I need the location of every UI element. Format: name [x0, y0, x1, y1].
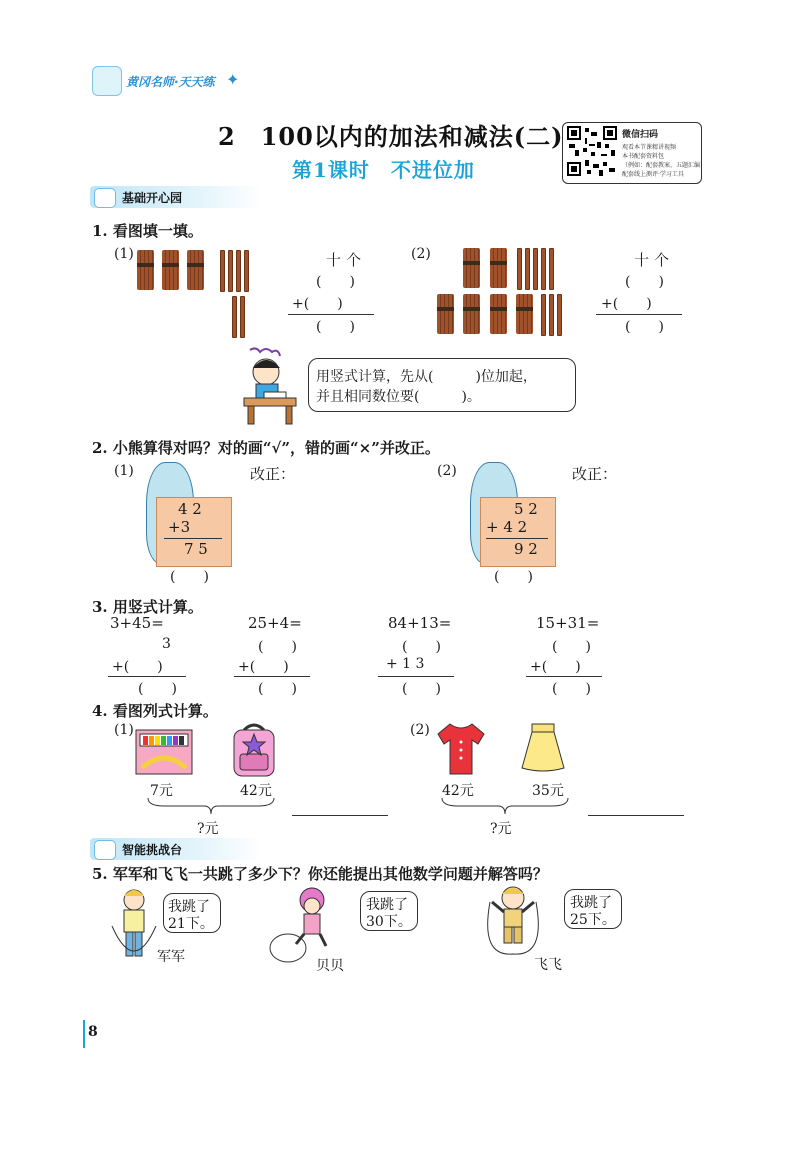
stick [541, 294, 546, 336]
calc-add: + 4 2 [486, 518, 528, 536]
part-label: (2) [410, 722, 430, 738]
answer-blank[interactable]: ( ) [625, 319, 664, 335]
student-illustration [236, 346, 306, 426]
tens-label: 十 [326, 251, 342, 269]
backpack-icon [230, 720, 278, 778]
child-name: 贝贝 [316, 958, 344, 974]
expression: 3+45= [110, 614, 164, 632]
speech-line: 并且相同数位要( )。 [316, 389, 481, 405]
ten-stick-bundle [162, 250, 179, 290]
sum-line [526, 676, 602, 677]
sum-line [486, 538, 548, 539]
dress-icon [436, 722, 486, 778]
calc-add: +3 [168, 518, 191, 536]
star-icon: ✦ [226, 70, 240, 89]
stick [240, 296, 245, 338]
correction-label: 改正： [572, 465, 618, 483]
sum-line [234, 676, 310, 677]
child-jumping-rope-illustration [104, 886, 164, 966]
calc-result: 7 5 [184, 540, 208, 558]
vertical-add: + 1 3 [386, 656, 425, 672]
calc-top: 4 2 [178, 500, 202, 518]
ones-label: 个 [654, 251, 670, 269]
child-name: 军军 [157, 949, 185, 965]
price-label: 7元 [150, 783, 173, 799]
sum-line [596, 314, 682, 315]
calc-top: 5 2 [514, 500, 538, 518]
page-title: 2 100以内的加法和减法(二) [218, 122, 564, 151]
question-5-label: 5. 军军和飞飞一共跳了多少下？你还能提出其他数学问题并解答吗？ [92, 865, 548, 883]
judge-blank[interactable]: ( ) [170, 569, 209, 585]
answer-blank[interactable]: ( ) [258, 639, 297, 655]
part-label: (2) [411, 246, 431, 262]
section-title: 智能挑战台 [122, 842, 183, 857]
sum-line [288, 314, 374, 315]
speech-line: 25下。 [570, 912, 616, 928]
total-label: ?元 [197, 821, 219, 837]
stick [244, 250, 249, 292]
expression: 84+13= [388, 614, 452, 632]
answer-blank[interactable]: ( ) [138, 681, 177, 697]
part-label: (1) [114, 722, 134, 738]
answer-blank[interactable]: +( ) [238, 659, 289, 675]
answer-blank[interactable]: ( ) [316, 274, 355, 290]
vertical-top: 3 [162, 636, 171, 652]
answer-blank[interactable]: +( ) [112, 659, 163, 675]
answer-blank[interactable]: ( ) [552, 681, 591, 697]
child-name: 飞飞 [534, 957, 562, 973]
qr-title: 微信扫码 [622, 130, 659, 140]
bear-icon [94, 188, 116, 208]
lesson-subtitle: 第1课时 不进位加 [292, 158, 475, 182]
answer-blank[interactable]: +( ) [292, 296, 343, 312]
stick [517, 248, 522, 290]
stick [220, 250, 225, 292]
qr-line: 配套线上测评·学习工具 [622, 171, 684, 178]
price-label: 42元 [442, 783, 474, 799]
ten-stick-bundle [516, 294, 533, 334]
qr-line: 观看本节课精讲视频 [622, 144, 677, 151]
part-label: (1) [114, 463, 134, 479]
ten-stick-bundle [490, 248, 507, 288]
question-1-label: 1. 看图填一填。 [92, 222, 203, 240]
price-label: 35元 [532, 783, 564, 799]
sum-line [164, 538, 222, 539]
answer-blank[interactable]: ( ) [552, 639, 591, 655]
qr-line: （例如：配套教案、五题汇编） [622, 162, 707, 169]
ten-stick-bundle [187, 250, 204, 290]
ten-stick-bundle [463, 294, 480, 334]
speech-line: 我跳了 [168, 899, 210, 915]
part-label: (2) [437, 463, 457, 479]
tens-label: 十 [634, 251, 650, 269]
part-label: (1) [114, 246, 134, 262]
judge-blank[interactable]: ( ) [494, 569, 533, 585]
question-2-label: 2. 小熊算得对吗？对的画“√”，错的画“×”并改正。 [92, 439, 440, 457]
sum-line [108, 676, 186, 677]
answer-blank[interactable]: ( ) [316, 319, 355, 335]
calc-result: 9 2 [514, 540, 538, 558]
answer-blank[interactable]: ( ) [625, 274, 664, 290]
brand-bear-icon [92, 66, 122, 96]
stick [549, 294, 554, 336]
section-badge-basic [90, 186, 262, 208]
speech-line: 30下。 [366, 914, 412, 930]
stick [232, 296, 237, 338]
qr-code-icon[interactable] [567, 126, 617, 176]
correction-label: 改正： [250, 465, 296, 483]
stick [525, 248, 530, 290]
answer-blank[interactable]: +( ) [601, 296, 652, 312]
expression: 25+4= [248, 614, 302, 632]
section-badge-challenge [90, 838, 262, 860]
sum-line [378, 676, 454, 677]
speech-line: 我跳了 [366, 897, 408, 913]
crayon-box-icon [134, 728, 194, 776]
brand-text: 黄冈名师·天天练 [126, 75, 215, 89]
stick [541, 248, 546, 290]
answer-blank[interactable]: +( ) [530, 659, 581, 675]
answer-line[interactable] [292, 815, 388, 816]
brace-icon [440, 796, 570, 818]
stick [236, 250, 241, 292]
qr-line: 本书配套资料包 [622, 153, 665, 160]
expression: 15+31= [536, 614, 600, 632]
brace-icon [146, 796, 276, 818]
stick [533, 248, 538, 290]
child-jumping-rope-illustration [478, 882, 548, 958]
ten-stick-bundle [137, 250, 154, 290]
ten-stick-bundle [463, 248, 480, 288]
skirt-icon [520, 722, 566, 772]
question-4-label: 4. 看图列式计算。 [92, 702, 218, 720]
stick [228, 250, 233, 292]
page-number: 8 [88, 1024, 98, 1040]
answer-blank[interactable]: ( ) [402, 639, 441, 655]
question-3-label: 3. 用竖式计算。 [92, 598, 203, 616]
answer-line[interactable] [588, 815, 684, 816]
speech-line: 用竖式计算，先从( )位加起， [316, 369, 537, 385]
speech-line: 21下。 [168, 916, 214, 932]
ones-label: 个 [346, 251, 362, 269]
answer-blank[interactable]: ( ) [402, 681, 441, 697]
ten-stick-bundle [437, 294, 454, 334]
stick [549, 248, 554, 290]
ten-stick-bundle [490, 294, 507, 334]
answer-blank[interactable]: ( ) [258, 681, 297, 697]
stick [557, 294, 562, 336]
section-title: 基础开心园 [122, 190, 183, 205]
bear-icon [94, 840, 116, 860]
speech-line: 我跳了 [570, 895, 612, 911]
price-label: 42元 [240, 783, 272, 799]
total-label: ?元 [490, 821, 512, 837]
